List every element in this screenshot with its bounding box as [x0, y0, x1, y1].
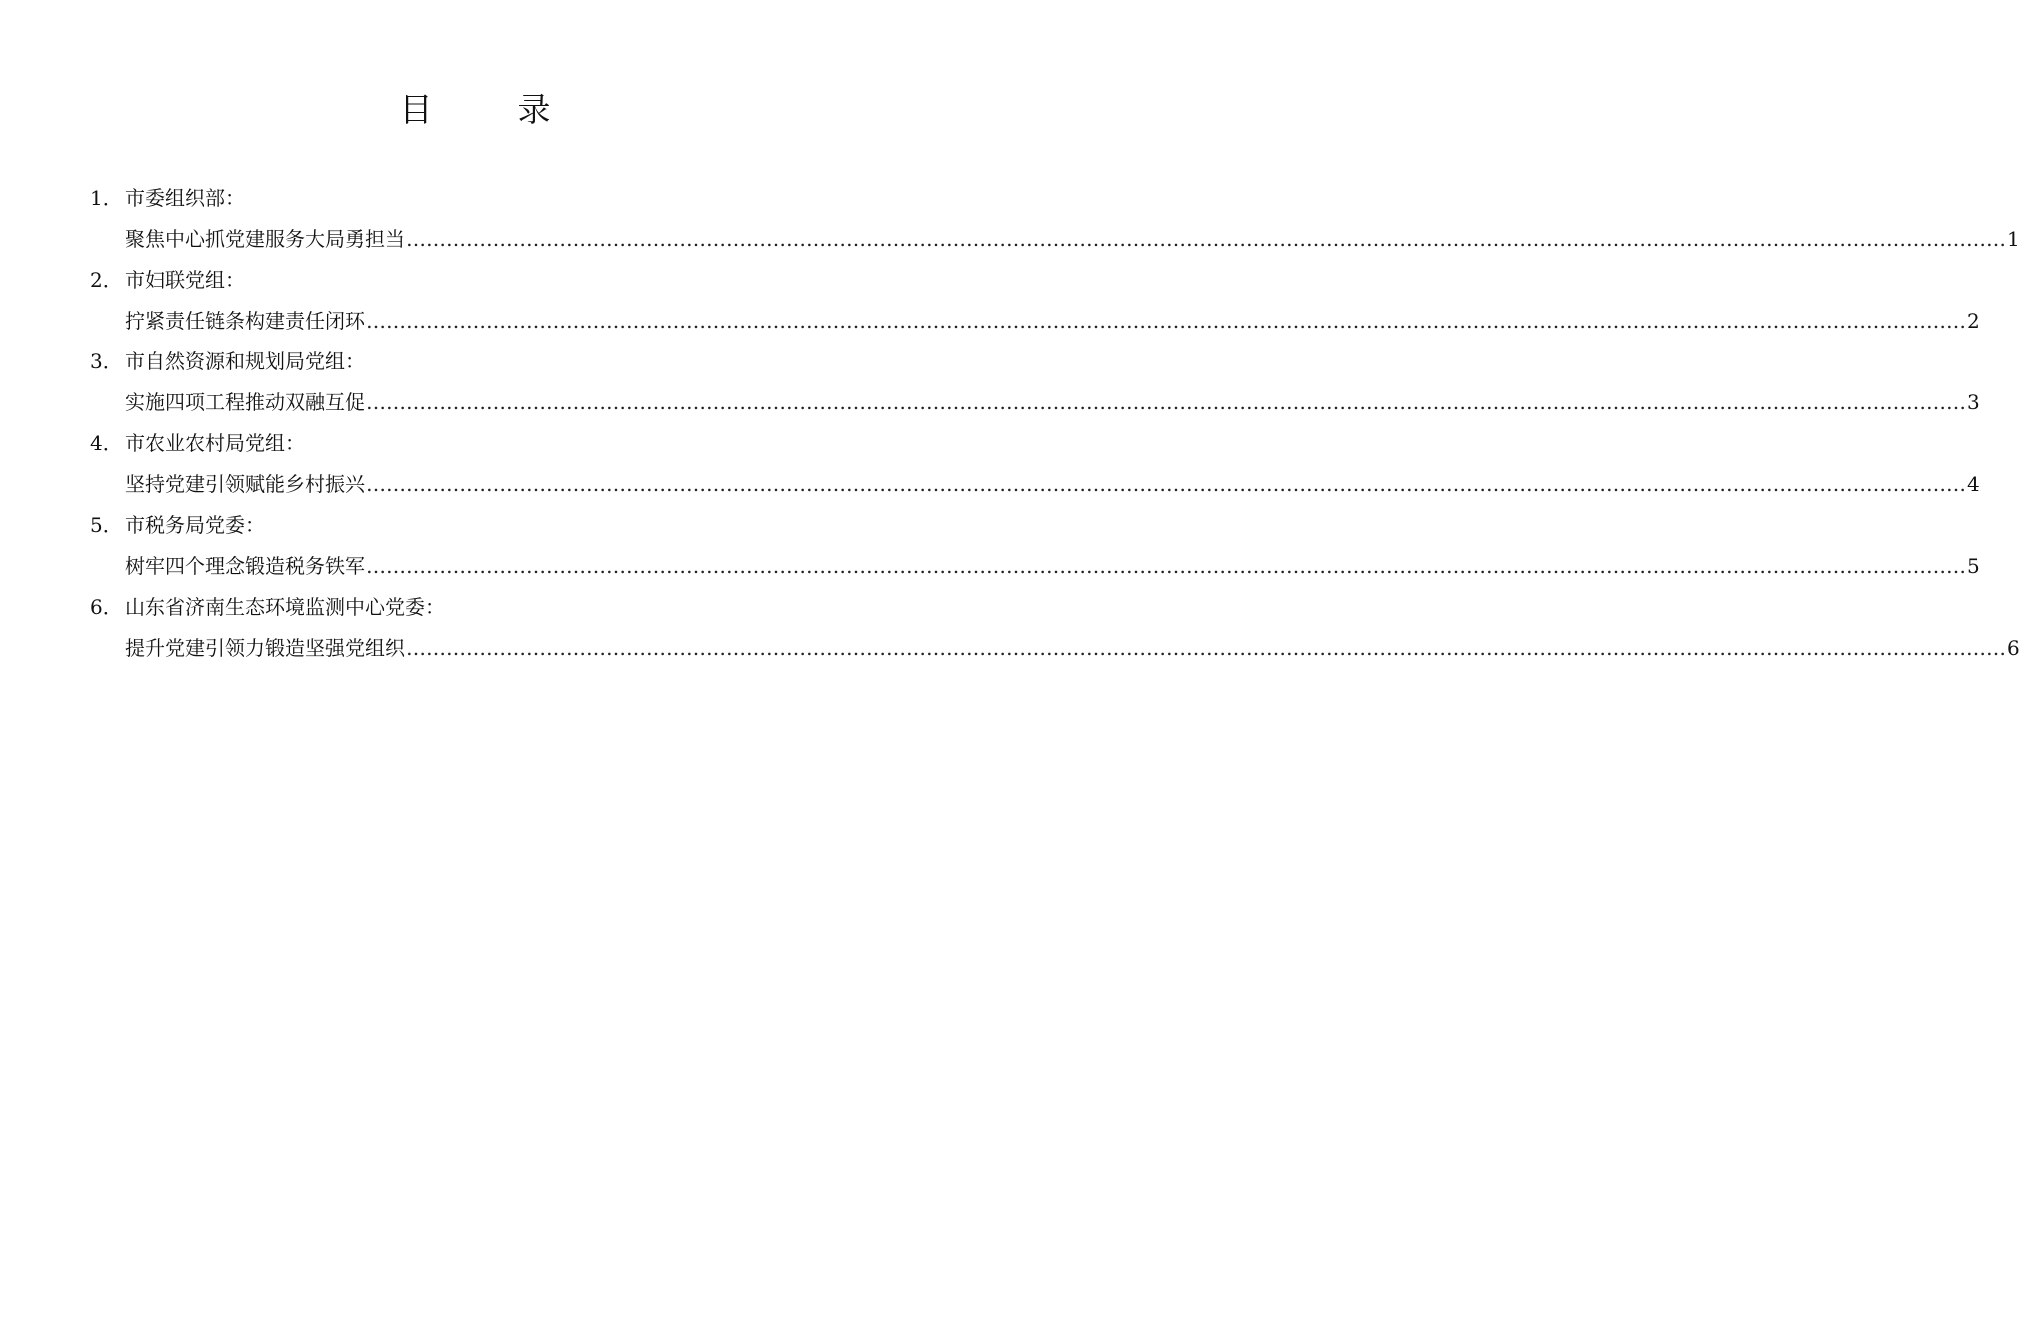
- entry-heading: [90, 510, 265, 540]
- toc-entry[interactable]: [0, 183, 2020, 265]
- dot-leader: ……………………………………………………………………………………………………………………………………………………………………………………………………………………: [366, 472, 1966, 496]
- entry-page-number: 3: [1967, 390, 1980, 414]
- entry-line[interactable]: [125, 551, 1980, 581]
- entry-page-number: 1: [2007, 227, 2020, 251]
- entry-number: 1．: [90, 186, 123, 210]
- entry-page-number: 2: [1967, 309, 1980, 333]
- entry-page-number: 5: [1967, 554, 1980, 578]
- entry-subtitle: 坚持党建引领赋能乡村振兴: [125, 472, 365, 496]
- entry-subtitle: 聚焦中心抓党建服务大局勇担当: [125, 227, 405, 251]
- entry-number: 4．: [90, 431, 123, 455]
- dot-leader: ……………………………………………………………………………………………………………………………………………………………………………………………………………………: [366, 309, 1966, 333]
- toc-entry[interactable]: [0, 346, 1980, 428]
- entry-page-number: 4: [1967, 472, 1980, 496]
- entry-number: 6．: [90, 595, 123, 619]
- entry-subtitle: 树牢四个理念锻造税务铁军: [125, 554, 365, 578]
- entry-subtitle: 实施四项工程推动双融互促: [125, 390, 365, 414]
- dot-leader: ……………………………………………………………………………………………………………………………………………………………………………………………………………………: [406, 227, 2006, 251]
- entry-heading: [90, 183, 245, 213]
- entry-page-number: 6: [2007, 636, 2020, 660]
- entry-heading-text: 市税务局党委：: [125, 513, 265, 537]
- entry-line[interactable]: [125, 224, 2020, 254]
- entry-line[interactable]: [125, 469, 1980, 499]
- entry-line[interactable]: [125, 306, 1980, 336]
- entry-heading: [90, 592, 445, 622]
- entry-heading-text: 市妇联党组：: [125, 268, 245, 292]
- entry-heading-text: 市自然资源和规划局党组：: [125, 349, 365, 373]
- toc-entry[interactable]: [0, 510, 1980, 592]
- page-title: 目 录: [399, 90, 577, 129]
- entry-subtitle: 提升党建引领力锻造坚强党组织: [125, 636, 405, 660]
- toc-entry[interactable]: [0, 592, 2020, 674]
- entry-heading-text: 山东省济南生态环境监测中心党委：: [125, 595, 445, 619]
- entry-subtitle: 拧紧责任链条构建责任闭环: [125, 309, 365, 333]
- entry-heading-text: 市农业农村局党组：: [125, 431, 305, 455]
- entry-heading: [90, 346, 365, 376]
- toc-entry[interactable]: [0, 428, 1980, 510]
- entry-number: 3．: [90, 349, 123, 373]
- dot-leader: ……………………………………………………………………………………………………………………………………………………………………………………………………………………: [406, 636, 2006, 660]
- entry-number: 2．: [90, 268, 123, 292]
- entry-line[interactable]: [125, 633, 2020, 663]
- entry-number: 5．: [90, 513, 123, 537]
- entry-heading: [90, 265, 245, 295]
- dot-leader: ……………………………………………………………………………………………………………………………………………………………………………………………………………………: [366, 390, 1966, 414]
- dot-leader: ……………………………………………………………………………………………………………………………………………………………………………………………………………………: [366, 554, 1966, 578]
- entry-heading-text: 市委组织部：: [125, 186, 245, 210]
- entry-line[interactable]: [125, 387, 1980, 417]
- entry-heading: [90, 428, 305, 458]
- toc-entry[interactable]: [0, 265, 1980, 347]
